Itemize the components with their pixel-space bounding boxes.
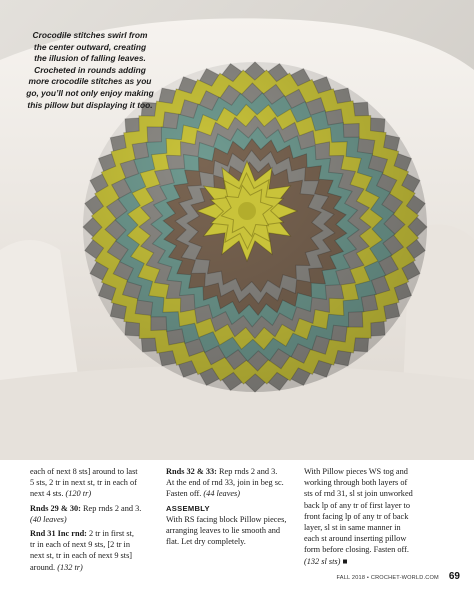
stitch-count: (132 tr) <box>57 562 83 572</box>
text-line: working through both layers of <box>304 478 408 488</box>
caption-line: go, you’ll not only enjoy making <box>26 87 154 98</box>
text: Rep rnds 2 and 3. <box>80 503 142 513</box>
stitch-count: (120 tr) <box>65 489 92 499</box>
issue-date: FALL 2018 <box>336 575 366 581</box>
caption-line: this pillow but displaying it too. <box>27 99 153 110</box>
text-line: tr in each of next 9 sts, [2 tr in <box>30 540 131 550</box>
text-line: flat. Let dry completely. <box>166 537 246 547</box>
text-line: front facing lp of any tr of back <box>304 511 409 521</box>
instructions-column-1 <box>30 466 173 573</box>
text-line: arranging leaves to lie smooth and <box>166 526 281 536</box>
text: next 4 sts. <box>30 489 66 499</box>
caption-line: Crocheted in rounds adding <box>34 64 146 75</box>
end-mark: ■ <box>342 556 348 566</box>
text-line <box>304 556 447 567</box>
flower-center <box>238 202 256 220</box>
text-line: sts of rnd 31, sl st join unworked <box>304 489 413 499</box>
text-line: each of next 8 sts] around to last <box>30 467 138 476</box>
round-instruction <box>30 503 173 514</box>
text-line: form before closing. Fasten off. <box>304 545 409 555</box>
stitch-count: (132 sl sts) <box>304 556 341 566</box>
text-line: With Pillow pieces WS tog and <box>304 467 408 476</box>
text: Rep rnds 2 and 3. <box>216 467 278 476</box>
text-line <box>30 514 173 525</box>
text-line: At the end of rnd 33, join in beg sc. <box>166 478 284 488</box>
round-label: Rnds 32 & 33: <box>166 467 217 476</box>
round-label: Rnd 31 Inc rnd: <box>30 529 87 539</box>
text-line <box>30 562 173 573</box>
text-line: next st, tr in each of next 9 sts] <box>30 551 133 561</box>
caption-line: the illusion of falling leaves. <box>34 53 146 64</box>
text-line: back lp of any tr of first layer to <box>304 500 410 510</box>
instructions-column-2 <box>166 466 309 547</box>
round-instruction <box>30 528 173 539</box>
photo-caption <box>14 30 166 111</box>
text-line: layer, sl st in same manner in <box>304 523 401 533</box>
text-line: each st around inserting pillow <box>304 534 407 544</box>
text-line <box>30 488 173 499</box>
instructions-column-3 <box>304 466 447 567</box>
text: Fasten off. <box>166 489 204 499</box>
caption-line: Crocodile stitches swirl from <box>32 30 148 40</box>
site-name: CROCHET-WORLD.COM <box>370 575 439 581</box>
stitch-count: (44 leaves) <box>203 489 241 499</box>
footer-issue: FALL 2018 • CROCHET-WORLD.COM <box>336 575 439 581</box>
page-footer <box>337 571 461 582</box>
round-instruction <box>166 466 309 477</box>
text-line: 5 sts, 2 tr in next st, tr in each of <box>30 478 137 488</box>
stitch-count: (40 leaves) <box>30 514 67 524</box>
section-heading-assembly: ASSEMBLY <box>166 503 210 513</box>
text: 2 tr in first st, <box>86 529 134 539</box>
round-label: Rnds 29 & 30: <box>30 503 81 513</box>
text: around. <box>30 562 58 572</box>
caption-line: the center outward, creating <box>33 41 147 52</box>
page-number: 69 <box>448 571 460 582</box>
text-line <box>166 488 309 499</box>
text-line: With RS facing block Pillow pieces, <box>166 514 287 524</box>
caption-line: more crocodile stitches as you <box>28 76 152 87</box>
